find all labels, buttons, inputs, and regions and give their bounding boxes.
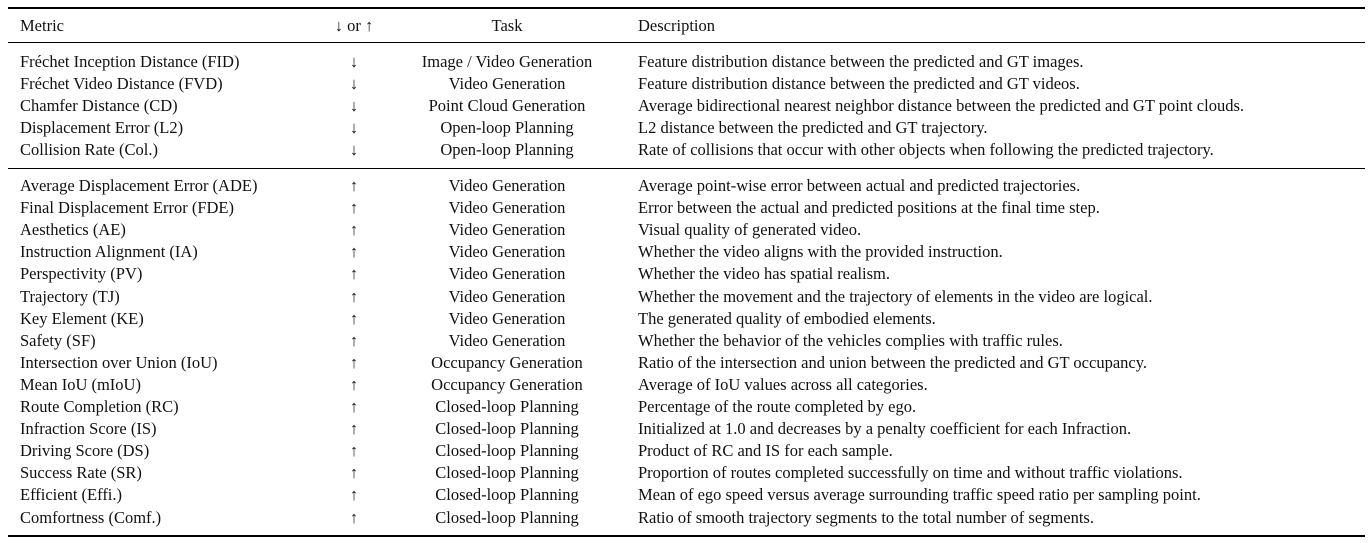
header-description: Description xyxy=(638,16,715,35)
direction-cell: ↑ xyxy=(349,176,359,195)
metric-cell: Chamfer Distance (CD) xyxy=(20,96,178,116)
direction-cell: ↑ xyxy=(349,441,359,461)
description-cell: Mean of ego speed versus average surrounding traffic speed ratio per sampling point. xyxy=(638,485,1201,505)
metric-cell: Key Element (KE) xyxy=(20,308,144,328)
metric-cell: Collision Rate (Col.) xyxy=(20,140,158,160)
table-row xyxy=(0,308,1370,330)
bottom-rule xyxy=(8,535,1365,537)
direction-cell: ↑ xyxy=(349,507,359,527)
table-row xyxy=(0,95,1370,117)
metric-cell: Perspectivity (PV) xyxy=(20,264,143,284)
description-cell: Product of RC and IS for each sample. xyxy=(638,441,893,461)
task-cell: Closed-loop Planning xyxy=(435,485,579,505)
table-row xyxy=(0,175,1370,197)
table-row xyxy=(0,219,1370,241)
description-cell: Ratio of smooth trajectory segments to the total number of segments. xyxy=(638,507,1094,527)
header-direction: ↓ or ↑ xyxy=(334,16,374,35)
metric-cell: Route Completion (RC) xyxy=(20,397,179,416)
task-cell: Open-loop Planning xyxy=(440,118,574,138)
table-row xyxy=(0,440,1370,462)
metric-cell: Fréchet Video Distance (FVD) xyxy=(20,74,223,94)
table-row xyxy=(0,330,1370,352)
header-row xyxy=(0,15,1370,37)
metric-cell: Final Displacement Error (FDE) xyxy=(20,198,234,218)
direction-cell: ↑ xyxy=(349,397,359,416)
description-cell: Rate of collisions that occur with other objects when following the predicted trajectory. xyxy=(638,140,1214,160)
table-row xyxy=(0,117,1370,139)
top-rule xyxy=(8,7,1365,9)
description-cell: Average bidirectional nearest neighbor distance between the predicted and GT point clouds. xyxy=(638,96,1245,116)
description-cell: Error between the actual and predicted positions at the final time step. xyxy=(638,198,1100,218)
table-row xyxy=(0,462,1370,484)
task-cell: Video Generation xyxy=(448,220,566,240)
description-cell: Average of IoU values across all categories. xyxy=(638,374,928,394)
direction-cell: ↓ xyxy=(349,96,359,116)
description-cell: Whether the movement and the trajectory of elements in the video are logical. xyxy=(638,286,1153,306)
task-cell: Video Generation xyxy=(448,198,566,218)
direction-cell: ↑ xyxy=(349,374,359,394)
direction-cell: ↑ xyxy=(349,419,359,439)
table-row xyxy=(0,286,1370,308)
metric-cell: Fréchet Inception Distance (FID) xyxy=(20,52,240,71)
metric-cell: Intersection over Union (IoU) xyxy=(20,352,218,372)
metric-cell: Efficient (Effi.) xyxy=(20,485,123,505)
direction-cell: ↑ xyxy=(349,264,359,284)
metric-cell: Mean IoU (mIoU) xyxy=(20,374,141,394)
description-cell: Visual quality of generated video. xyxy=(638,220,862,240)
metric-cell: Success Rate (SR) xyxy=(20,463,142,483)
task-cell: Video Generation xyxy=(448,264,566,284)
metric-cell: Comfortness (Comf.) xyxy=(20,507,162,527)
metric-cell: Driving Score (DS) xyxy=(20,441,150,461)
direction-cell: ↓ xyxy=(349,52,359,71)
description-cell: Whether the video has spatial realism. xyxy=(638,264,890,284)
direction-cell: ↓ xyxy=(349,140,359,160)
direction-cell: ↑ xyxy=(349,286,359,306)
table-row xyxy=(0,241,1370,263)
table-row xyxy=(0,418,1370,440)
direction-cell: ↑ xyxy=(349,220,359,240)
metric-cell: Infraction Score (IS) xyxy=(20,419,157,439)
description-cell: Ratio of the intersection and union between the predicted and GT occupancy. xyxy=(638,352,1148,372)
metric-cell: Displacement Error (L2) xyxy=(20,118,184,138)
description-cell: Initialized at 1.0 and decreases by a penalty coefficient for each Infraction. xyxy=(638,419,1132,439)
metric-cell: Trajectory (TJ) xyxy=(20,286,120,306)
header-metric: Metric xyxy=(20,16,64,35)
header-rule xyxy=(8,42,1365,43)
task-cell: Occupancy Generation xyxy=(431,352,583,372)
direction-cell: ↓ xyxy=(349,74,359,94)
description-cell: The generated quality of embodied elements. xyxy=(638,308,936,328)
description-cell: Average point-wise error between actual and predicted trajectories. xyxy=(638,176,1081,195)
task-cell: Closed-loop Planning xyxy=(435,507,579,527)
table-row xyxy=(0,396,1370,418)
table-row xyxy=(0,507,1370,529)
metric-cell: Aesthetics (AE) xyxy=(20,220,126,240)
description-cell: Proportion of routes completed successfully on time and without traffic violations. xyxy=(638,463,1183,483)
direction-cell: ↑ xyxy=(349,352,359,372)
task-cell: Point Cloud Generation xyxy=(428,96,586,116)
description-cell: Feature distribution distance between the predicted and GT images. xyxy=(638,52,1084,71)
task-cell: Image / Video Generation xyxy=(421,52,593,71)
task-cell: Closed-loop Planning xyxy=(435,441,579,461)
task-cell: Video Generation xyxy=(448,242,566,262)
header-task: Task xyxy=(491,16,523,35)
direction-cell: ↓ xyxy=(349,118,359,138)
table-row xyxy=(0,197,1370,219)
description-cell: L2 distance between the predicted and GT trajectory. xyxy=(638,118,988,138)
table-row xyxy=(0,352,1370,374)
description-cell: Percentage of the route completed by ego. xyxy=(638,397,917,416)
description-cell: Whether the video aligns with the provided instruction. xyxy=(638,242,1003,262)
direction-cell: ↑ xyxy=(349,330,359,350)
task-cell: Open-loop Planning xyxy=(440,140,574,160)
table-row xyxy=(0,73,1370,95)
task-cell: Occupancy Generation xyxy=(431,374,583,394)
description-cell: Feature distribution distance between the predicted and GT videos. xyxy=(638,74,1080,94)
direction-cell: ↑ xyxy=(349,485,359,505)
table-row xyxy=(0,484,1370,506)
metric-cell: Safety (SF) xyxy=(20,330,96,350)
task-cell: Video Generation xyxy=(448,286,566,306)
direction-cell: ↑ xyxy=(349,198,359,218)
group-divider-rule xyxy=(8,168,1365,169)
task-cell: Closed-loop Planning xyxy=(435,419,579,439)
task-cell: Video Generation xyxy=(448,330,566,350)
table-row xyxy=(0,263,1370,285)
metric-cell: Average Displacement Error (ADE) xyxy=(20,176,258,195)
task-cell: Video Generation xyxy=(448,176,566,195)
description-cell: Whether the behavior of the vehicles complies with traffic rules. xyxy=(638,330,1063,350)
direction-cell: ↑ xyxy=(349,463,359,483)
task-cell: Closed-loop Planning xyxy=(435,397,579,416)
table-row xyxy=(0,374,1370,396)
direction-cell: ↑ xyxy=(349,242,359,262)
task-cell: Closed-loop Planning xyxy=(435,463,579,483)
table-row xyxy=(0,139,1370,161)
direction-cell: ↑ xyxy=(349,308,359,328)
table-row xyxy=(0,51,1370,73)
task-cell: Video Generation xyxy=(448,308,566,328)
task-cell: Video Generation xyxy=(448,74,566,94)
metric-cell: Instruction Alignment (IA) xyxy=(20,242,198,262)
